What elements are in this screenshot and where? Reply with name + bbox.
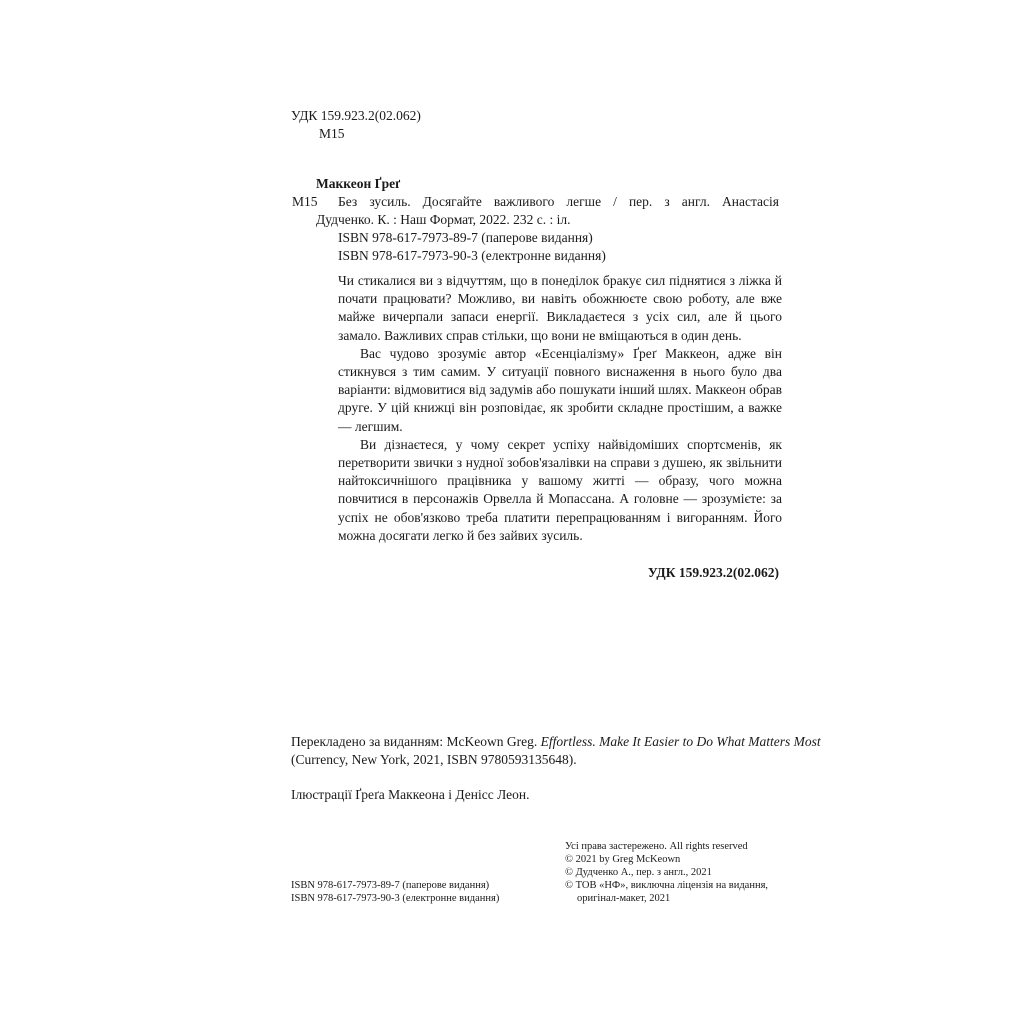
author-mark: М15: [319, 126, 345, 141]
bottom-isbn-paper: ISBN 978-617-7973-89-7 (паперове видання): [291, 880, 490, 891]
rights-line-4: © ТОВ «НФ», виключна ліцензія на видання,: [565, 880, 769, 891]
translated-from-line-2: (Currency, New York, 2021, ISBN 9780593135648).: [291, 752, 577, 767]
translated-from-prefix: Перекладено за виданням: McKeown Greg.: [291, 734, 541, 749]
bottom-isbn-electronic: ISBN 978-617-7973-90-3 (електронне видання): [291, 893, 500, 904]
annotation-paragraph-3: Ви дізнаєтеся, у чому секрет успіху найвідоміших спортсменів, як перетворити звички з нудної зобов'язалівки на справи з душею, як звільнити найтоксичнішого працівника у вашому житті — образу, чого можна повчитися в персонажів Орвелла й Мопассана. А головне — зрозумієте: за успіх не обов'язково треба платити перепрацюванням і вигоранням. Його можна досягати легко й без зайвих зусиль.: [338, 436, 782, 543]
translated-from-line-1: [291, 733, 821, 751]
rights-line-5: оригінал-макет, 2021: [577, 893, 671, 904]
catalog-author: Маккеон Ґреґ: [316, 176, 401, 191]
udk-code: УДК 159.923.2(02.062): [291, 108, 421, 123]
original-title: Effortless. Make It Easier to Do What Matters Most: [540, 734, 821, 749]
annotation-paragraph-2: Вас чудово зрозуміє автор «Есенціалізму» Ґреґ Маккеон, адже він стикнувся з тим самим. У ситуації повного виснаження в нього було два варіанти: відмовитися від задумів або пошукати інший шлях. Маккеон обрав друге. У цій книжці він розповідає, як зробити складне простішим, а важке — легшим.: [338, 345, 782, 434]
rights-line-1: Усі права застережено. All rights reserved: [565, 841, 748, 852]
illustrations-credit: Ілюстрації Ґреґа Маккеона і Деніcс Леон.: [291, 787, 530, 802]
rights-line-3: © Дудченко А., пер. з англ., 2021: [565, 867, 712, 878]
rights-line-2: © 2021 by Greg McKeown: [565, 854, 681, 865]
catalog-line-1: Без зусиль. Досягайте важливого легше / пер. з англ. Анастасія: [338, 194, 779, 209]
annotation-paragraph-1: Чи стикалися ви з відчуттям, що в понеділок бракує сил піднятися з ліжка й почати працювати? Можливо, ви навіть обожнюєте свою роботу, але вже майже вичерпали запаси енергії. Викладаєтеся з усіх сил, але й цього замало. Важливих справ стільки, що вони не вміщаються в один день.: [338, 273, 782, 343]
catalog-mark: М15: [292, 194, 318, 209]
catalog-isbn-paper: ISBN 978-617-7973-89-7 (паперове видання): [338, 230, 593, 245]
footer-udk: УДК 159.923.2(02.062): [647, 565, 779, 580]
catalog-line-2: Дудченко. К. : Наш Формат, 2022. 232 с. : іл.: [316, 212, 571, 227]
catalog-isbn-electronic: ISBN 978-617-7973-90-3 (електронне видання): [338, 248, 606, 263]
annotation: [338, 272, 782, 545]
